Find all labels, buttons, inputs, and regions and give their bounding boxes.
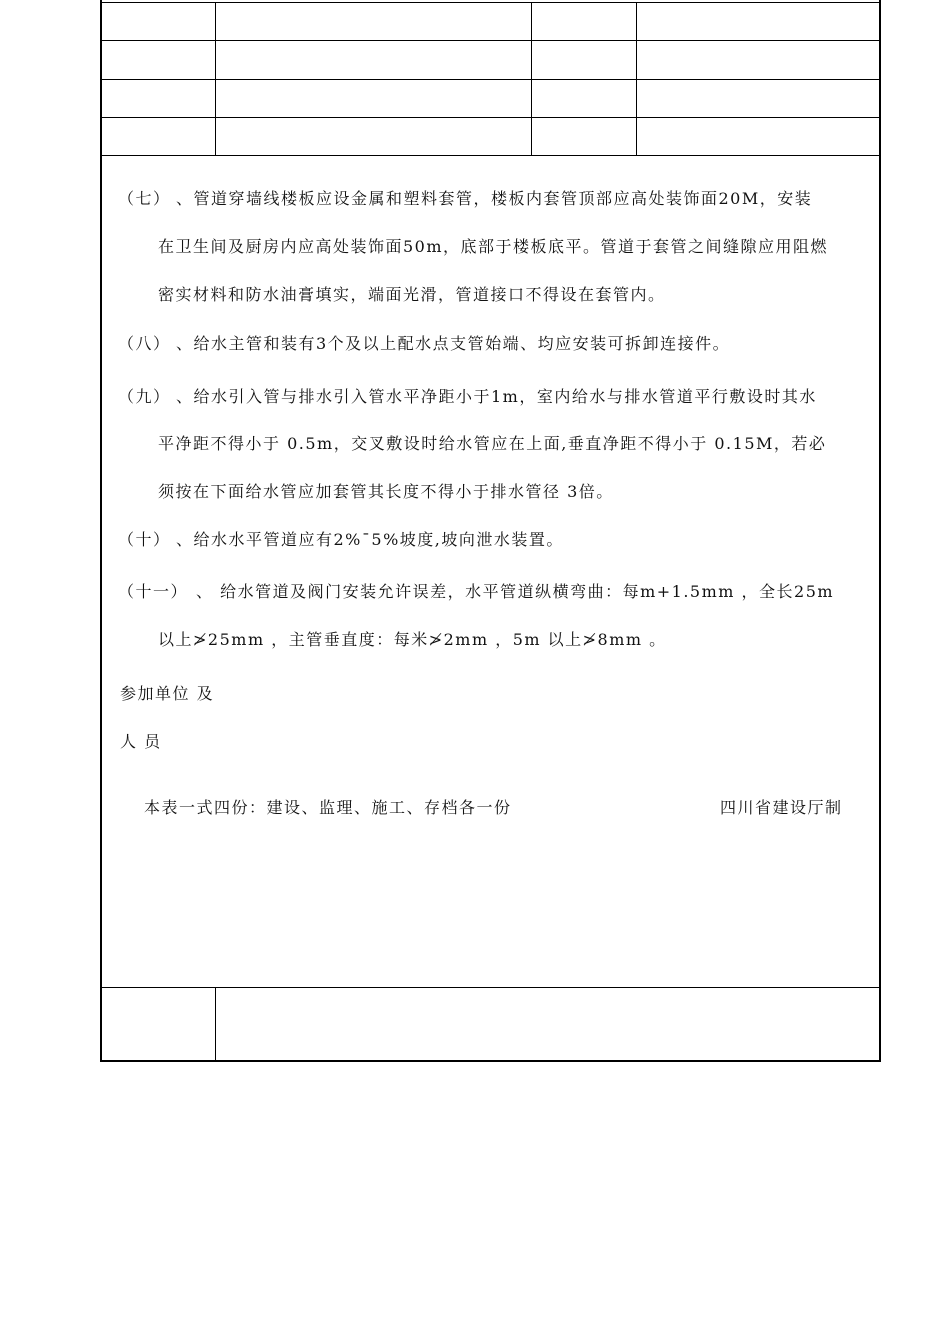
clause-9-line-3: 须按在下面给水管应加套管其长度不得小于排水管径 3倍。 <box>158 482 614 501</box>
table-line <box>100 155 881 156</box>
table-line <box>215 987 216 1062</box>
table-line <box>215 2 216 155</box>
participants-label-1: 参加单位 及 <box>120 684 215 703</box>
clause-7-number: （七） <box>118 189 171 208</box>
clause-9-number: （九） <box>118 387 171 406</box>
participants-label-2: 人 员 <box>120 732 162 751</box>
clause-10-line-1: 、给水水平管道应有2%¯5%坡度,坡向泄水装置。 <box>176 530 564 549</box>
clause-8-number: （八） <box>118 334 171 353</box>
table-line <box>100 79 881 80</box>
clause-9-line-2: 平净距不得小于 0.5m，交叉敷设时给水管应在上面,垂直净距不得小于 0.15M，若必 <box>158 434 827 453</box>
clause-7-line-2: 在卫生间及厨房内应高处装饰面50m，底部于楼板底平。管道于套管之间缝隙应用阻燃 <box>158 237 829 256</box>
table-line <box>100 987 881 988</box>
clause-7-line-1: 、管道穿墙线楼板应设金属和塑料套管，楼板内套管顶部应高处装饰面20M，安装 <box>176 189 813 208</box>
footer-note: 本表一式四份：建设、监理、施工、存档各一份 <box>144 798 512 817</box>
clause-9-line-1: 、给水引入管与排水引入管水平净距小于1m，室内给水与排水管道平行敷设时其水 <box>176 387 817 406</box>
clause-7-line-3: 密实材料和防水油膏填实，端面光滑，管道接口不得设在套管内。 <box>158 285 666 304</box>
clause-11-line-1: 、 给水管道及阀门安装允许误差，水平管道纵横弯曲：每m+1.5mm ，全长25m <box>196 582 835 601</box>
clause-10-number: （十） <box>118 530 171 549</box>
table-line <box>531 2 532 155</box>
table-line <box>100 40 881 41</box>
clause-11-line-2: 以上≯25mm ，主管垂直度：每米≯2mm ，5m 以上≯8mm 。 <box>158 630 667 649</box>
table-line <box>100 2 881 3</box>
footer-issuer: 四川省建设厅制 <box>720 798 843 817</box>
clause-11-number: （十一） <box>118 582 189 601</box>
table-line <box>636 2 637 155</box>
clause-8-line-1: 、给水主管和装有3个及以上配水点支管始端、均应安装可拆卸连接件。 <box>176 334 731 353</box>
table-line <box>100 117 881 118</box>
